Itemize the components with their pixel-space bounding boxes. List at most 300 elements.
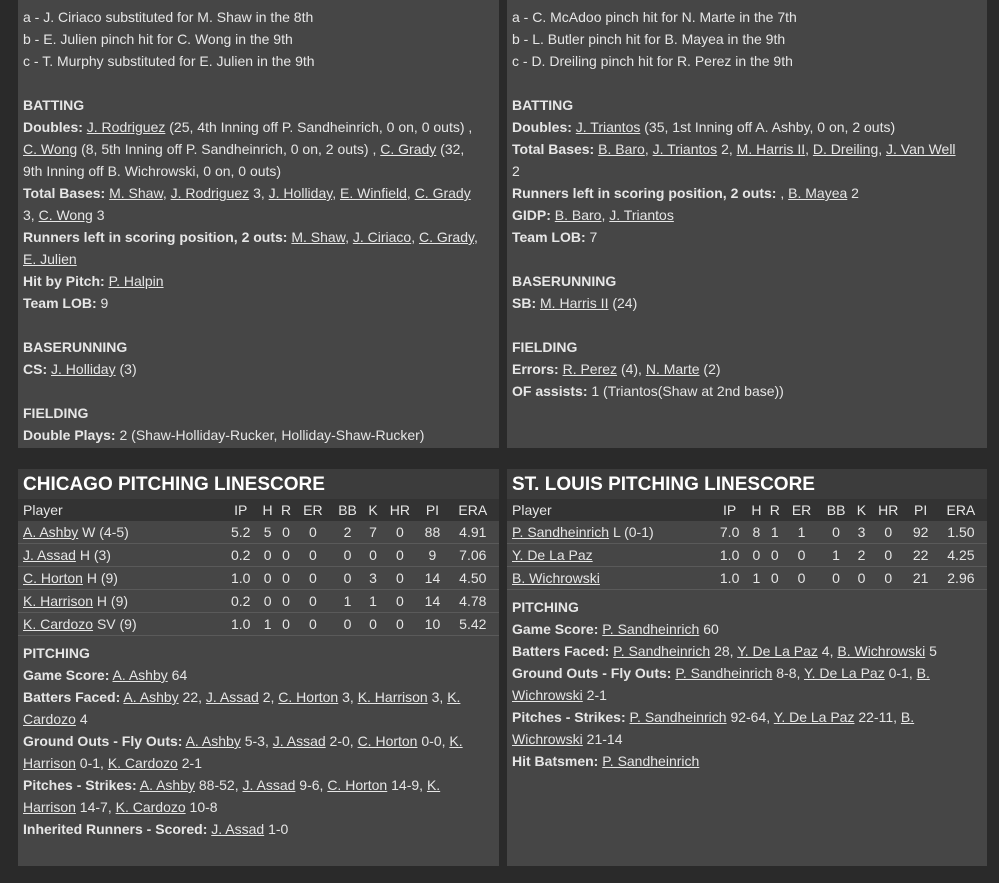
game-score-label: Game Score: — [512, 621, 599, 637]
player-link[interactable]: K. Cardozo — [115, 799, 186, 815]
stat-ip: 1.0 — [223, 613, 258, 636]
hit-batsmen-line — [512, 750, 982, 772]
sub-note: a - C. McAdoo pinch hit for N. Marte in the 7th — [512, 9, 797, 25]
section-title: CHICAGO PITCHING LINESCORE — [18, 469, 499, 499]
player-link[interactable]: J. Rodriguez — [86, 119, 166, 135]
col-header: Player — [507, 499, 712, 521]
go-fo-line — [23, 730, 494, 774]
dp-value: 2 (Shaw-Holliday-Rucker, Holliday-Shaw-Rucker) — [119, 427, 425, 443]
stat-hr: 0 — [382, 544, 419, 567]
stat-era: 4.78 — [447, 590, 499, 613]
gidp-label: GIDP: — [512, 207, 551, 223]
fielding-header: FIELDING — [512, 339, 578, 355]
count: (3) — [119, 361, 137, 377]
player-link[interactable]: A. Ashby — [139, 777, 195, 793]
value: 2-1 — [586, 687, 607, 703]
stat-era: 7.06 — [447, 544, 499, 567]
chicago-pitching-panel — [18, 469, 499, 866]
col-header: BB — [819, 499, 853, 521]
value: 4, — [821, 643, 834, 659]
player-link[interactable]: A. Ashby — [185, 733, 241, 749]
hbp-label: Hit by Pitch: — [23, 273, 105, 289]
value: 92-64, — [730, 709, 771, 725]
stat-r: 0 — [277, 567, 295, 590]
game-score-label: Game Score: — [23, 667, 110, 683]
risp-line — [23, 248, 494, 270]
col-header: ER — [295, 499, 330, 521]
table-row — [507, 521, 987, 544]
value: 2-1 — [181, 755, 202, 771]
doubles-detail: (35, 1st Inning off A. Ashby, 0 on, 2 outs) — [644, 119, 896, 135]
player-link[interactable]: A. Ashby — [23, 524, 79, 540]
decision: H (3) — [79, 547, 111, 563]
value: 0-0, — [421, 733, 446, 749]
value: 9-6, — [299, 777, 324, 793]
count: 2, — [721, 141, 733, 157]
stat-pi: 22 — [907, 544, 935, 567]
table-row — [507, 544, 987, 567]
batters-faced-line — [23, 686, 494, 730]
of-assists-value: 1 (Triantos(Shaw at 2nd base)) — [591, 383, 784, 399]
value: 5 — [929, 643, 937, 659]
batters-faced-label: Batters Faced: — [512, 643, 610, 659]
batting-header: BATTING — [23, 97, 85, 113]
stl-notes-panel — [507, 0, 987, 448]
player-cell — [18, 544, 223, 567]
player-link[interactable]: J. Holliday — [268, 185, 333, 201]
col-header: IP — [223, 499, 258, 521]
player-cell — [18, 613, 223, 636]
col-header: HR — [382, 499, 419, 521]
risp-line — [512, 182, 982, 204]
lob-value: 9 — [100, 295, 109, 311]
of-assists-line — [512, 380, 982, 402]
player-link[interactable]: J. Assad — [242, 777, 296, 793]
stat-h: 1 — [747, 567, 765, 590]
player-link[interactable]: C. Wong — [38, 207, 93, 223]
batters-faced-line — [512, 640, 982, 662]
player-link[interactable]: P. Sandheinrich — [675, 665, 773, 681]
player-cell — [18, 567, 223, 590]
value: 0-1, — [79, 755, 104, 771]
stat-ip: 0.2 — [223, 544, 258, 567]
errors-line — [512, 358, 982, 380]
stat-r: 0 — [277, 521, 295, 544]
player-link[interactable]: J. Ciriaco — [352, 229, 412, 245]
pitches-strikes-line — [512, 706, 982, 750]
value: 88-52, — [198, 777, 239, 793]
player-link[interactable]: J. Assad — [205, 689, 259, 705]
stat-ip: 1.0 — [223, 567, 258, 590]
player-link[interactable]: C. Horton — [357, 733, 418, 749]
stat-h: 0 — [258, 590, 276, 613]
pitching-notes — [18, 636, 499, 840]
dp-line — [23, 424, 494, 446]
stat-era: 4.91 — [447, 521, 499, 544]
sub-note: b - E. Julien pinch hit for C. Wong in the 9th — [23, 31, 293, 47]
player-link[interactable]: J. Assad — [211, 821, 265, 837]
value: 21-14 — [586, 731, 623, 747]
player-link[interactable]: J. Holliday — [51, 361, 116, 377]
doubles-line: 9th Inning off B. Wichrowski, 0 on, 0 outs) — [23, 163, 282, 179]
hit-batsmen-label: Hit Batsmen: — [512, 753, 599, 769]
doubles-detail: (8, 5th Inning off P. Sandheinrich, 0 on, 2 outs) , — [81, 141, 377, 157]
stat-er: 0 — [295, 590, 330, 613]
count: (24) — [612, 295, 638, 311]
player-link[interactable]: B. Baro — [554, 207, 602, 223]
value: 5-3, — [244, 733, 269, 749]
col-header: ERA — [447, 499, 499, 521]
pitches-strikes-label: Pitches - Strikes: — [512, 709, 626, 725]
dp-label: Double Plays: — [23, 427, 116, 443]
table-row — [18, 613, 499, 636]
player-cell — [507, 544, 712, 567]
pitching-table — [507, 499, 987, 590]
player-link[interactable]: C. Grady — [418, 229, 474, 245]
player-link[interactable]: K. Harrison — [23, 733, 463, 771]
sb-label: SB: — [512, 295, 537, 311]
player-link[interactable]: M. Shaw — [291, 229, 346, 245]
stat-era: 4.25 — [935, 544, 987, 567]
stat-h: 0 — [258, 567, 276, 590]
total-bases-line: Total Bases: M. Shaw, J. Rodriguez 3, J. Holliday, E. Winfield, C. Grady — [23, 185, 471, 201]
value: 10-8 — [189, 799, 218, 815]
doubles-label: Doubles: — [512, 119, 572, 135]
player-link[interactable]: P. Sandheinrich — [602, 621, 700, 637]
player-link[interactable]: B. Wichrowski — [512, 665, 930, 703]
baserunning-header: BASERUNNING — [512, 273, 617, 289]
lob-value: 7 — [589, 229, 598, 245]
table-header-row — [18, 499, 499, 521]
total-bases-label: Total Bases: — [23, 185, 106, 201]
player-link[interactable]: P. Halpin — [108, 273, 164, 289]
player-link[interactable]: M. Harris II — [736, 141, 806, 157]
player-cell — [18, 590, 223, 613]
risp-label: Runners left in scoring position, 2 outs: — [512, 185, 777, 201]
stat-pi: 92 — [907, 521, 935, 544]
stat-h: 0 — [258, 544, 276, 567]
batters-faced-label: Batters Faced: — [23, 689, 121, 705]
stat-r: 0 — [277, 544, 295, 567]
col-header: BB — [331, 499, 365, 521]
value: 14-7, — [79, 799, 112, 815]
stat-r: 1 — [766, 521, 784, 544]
stat-ip: 7.0 — [712, 521, 747, 544]
doubles-detail: (25, 4th Inning off P. Sandheinrich, 0 on, 0 outs) , — [169, 119, 473, 135]
cs-label: CS: — [23, 361, 48, 377]
stat-er: 0 — [784, 544, 819, 567]
stat-pi: 88 — [418, 521, 446, 544]
player-link[interactable]: C. Grady — [380, 141, 437, 157]
player-link[interactable]: C. Horton — [327, 777, 388, 793]
count: (2) — [703, 361, 721, 377]
col-header: ERA — [935, 499, 987, 521]
stat-k: 0 — [853, 567, 870, 590]
stat-er: 0 — [784, 567, 819, 590]
player-link[interactable]: J. Rodriguez — [170, 185, 250, 201]
stat-pi: 9 — [418, 544, 446, 567]
doubles-line — [23, 116, 494, 138]
player-link[interactable]: K. Cardozo — [23, 616, 94, 632]
stat-pi: 14 — [418, 567, 446, 590]
stat-hr: 0 — [382, 613, 419, 636]
stat-era: 2.96 — [935, 567, 987, 590]
player-link[interactable]: J. Van Well — [886, 141, 956, 157]
player-link[interactable]: K. Harrison — [23, 777, 441, 815]
pitches-strikes-label: Pitches - Strikes: — [23, 777, 137, 793]
sub-note: a - J. Ciriaco substituted for M. Shaw in the 8th — [23, 9, 314, 25]
table-row — [18, 590, 499, 613]
lob-line — [23, 292, 494, 314]
player-link[interactable]: C. Horton — [278, 689, 339, 705]
stat-hr: 0 — [382, 590, 419, 613]
player-link[interactable]: R. Perez — [562, 361, 618, 377]
player-link[interactable]: J. Triantos — [575, 119, 641, 135]
stat-era: 1.50 — [935, 521, 987, 544]
table-header-row — [507, 499, 987, 521]
stat-hr: 0 — [870, 521, 907, 544]
stat-h: 0 — [747, 544, 765, 567]
stat-k: 7 — [365, 521, 382, 544]
stat-h: 5 — [258, 521, 276, 544]
col-header: H — [747, 499, 765, 521]
player-link[interactable]: P. Sandheinrich — [602, 753, 700, 769]
player-link[interactable]: Y. De La Paz — [512, 547, 593, 563]
value: 60 — [703, 621, 719, 637]
stat-era: 5.42 — [447, 613, 499, 636]
go-fo-label: Ground Outs - Fly Outs: — [512, 665, 672, 681]
player-link[interactable]: J. Triantos — [652, 141, 718, 157]
col-header: PI — [907, 499, 935, 521]
player-link[interactable]: A. Ashby — [112, 667, 168, 683]
pitches-strikes-line — [23, 774, 494, 818]
player-link[interactable]: Y. De La Paz — [737, 643, 818, 659]
stat-er: 0 — [295, 521, 330, 544]
player-cell — [18, 521, 223, 544]
fielding-header: FIELDING — [23, 405, 89, 421]
stat-bb: 0 — [819, 521, 853, 544]
game-score-line — [512, 618, 982, 640]
col-header: HR — [870, 499, 907, 521]
player-link[interactable]: K. Cardozo — [107, 755, 178, 771]
lob-label: Team LOB: — [23, 295, 97, 311]
total-bases-label: Total Bases: — [512, 141, 595, 157]
total-bases-line — [23, 204, 494, 226]
player-link[interactable]: C. Horton — [23, 570, 83, 586]
player-link[interactable]: J. Assad — [23, 547, 76, 563]
stat-era: 4.50 — [447, 567, 499, 590]
col-header: Player — [18, 499, 223, 521]
decision: W (4-5) — [82, 524, 129, 540]
stat-k: 2 — [853, 544, 870, 567]
col-header: H — [258, 499, 276, 521]
stat-bb: 1 — [819, 544, 853, 567]
player-link[interactable]: D. Dreiling — [812, 141, 879, 157]
value: 22, — [182, 689, 203, 705]
value: 64 — [171, 667, 188, 683]
stat-ip: 1.0 — [712, 567, 747, 590]
cs-line — [23, 358, 494, 380]
game-score-line — [23, 664, 494, 686]
stat-k: 3 — [853, 521, 870, 544]
pitching-table — [18, 499, 499, 636]
stat-k: 0 — [365, 613, 382, 636]
sub-note: b - L. Butler pinch hit for B. Mayea in the 9th — [512, 31, 786, 47]
count: 2 — [851, 185, 859, 201]
doubles-line — [512, 116, 982, 138]
lob-label: Team LOB: — [512, 229, 586, 245]
player-cell — [507, 567, 712, 590]
sb-line — [512, 292, 982, 314]
player-cell — [507, 521, 712, 544]
stl-pitching-panel — [507, 469, 987, 866]
stat-ip: 1.0 — [712, 544, 747, 567]
section-title: ST. LOUIS PITCHING LINESCORE — [507, 469, 987, 499]
value: 4 — [79, 711, 88, 727]
value: 2-0, — [329, 733, 354, 749]
player-link[interactable]: J. Triantos — [609, 207, 674, 223]
decision: SV (9) — [96, 616, 137, 632]
table-row — [507, 567, 987, 590]
player-link[interactable]: C. Grady — [414, 185, 471, 201]
go-fo-line — [512, 662, 982, 706]
stat-bb: 1 — [331, 590, 365, 613]
decision: L (0-1) — [612, 524, 654, 540]
count: (4), — [620, 361, 642, 377]
stat-pi: 10 — [418, 613, 446, 636]
doubles-line — [23, 138, 494, 160]
batting-header: BATTING — [512, 97, 574, 113]
stat-er: 0 — [295, 567, 330, 590]
count: 2 — [512, 163, 520, 179]
total-bases-line — [512, 160, 982, 182]
decision: H (9) — [96, 593, 129, 609]
player-link[interactable]: B. Baro — [598, 141, 645, 157]
risp-line: Runners left in scoring position, 2 outs: M. Shaw, J. Ciriaco, C. Grady, — [23, 229, 478, 245]
col-header: K — [853, 499, 870, 521]
value: 8-8, — [776, 665, 801, 681]
total-bases-line: Total Bases: B. Baro, J. Triantos 2, M. Harris II, D. Dreiling, J. Van Well — [512, 141, 956, 157]
player-link[interactable]: M. Harris II — [540, 295, 609, 311]
col-header: PI — [418, 499, 446, 521]
stat-k: 3 — [365, 567, 382, 590]
value: 14-9, — [391, 777, 424, 793]
stat-hr: 0 — [870, 567, 907, 590]
doubles-label: Doubles: — [23, 119, 83, 135]
stat-er: 0 — [295, 613, 330, 636]
stat-r: 0 — [766, 567, 784, 590]
stat-er: 0 — [295, 544, 330, 567]
col-header: R — [766, 499, 784, 521]
player-link[interactable]: K. Cardozo — [23, 689, 461, 727]
inherited-runners-label: Inherited Runners - Scored: — [23, 821, 208, 837]
table-row — [18, 567, 499, 590]
stat-er: 1 — [784, 521, 819, 544]
table-row — [18, 521, 499, 544]
stat-k: 0 — [365, 544, 382, 567]
stat-bb: 0 — [819, 567, 853, 590]
decision: H (9) — [86, 570, 118, 586]
stat-bb: 2 — [331, 521, 365, 544]
player-link[interactable]: B. Wichrowski — [837, 643, 926, 659]
risp-label: Runners left in scoring position, 2 outs: — [23, 229, 288, 245]
value: 3, — [431, 689, 444, 705]
player-link[interactable]: M. Shaw — [109, 185, 163, 201]
inherited-runners-line — [23, 818, 494, 840]
value: 3, — [342, 689, 354, 705]
pitching-header: PITCHING — [512, 599, 579, 615]
player-link[interactable]: B. Wichrowski — [512, 709, 915, 747]
col-header: IP — [712, 499, 747, 521]
stat-bb: 0 — [331, 544, 365, 567]
player-link[interactable]: K. Harrison — [357, 689, 428, 705]
count: 3, — [23, 207, 35, 223]
stat-hr: 0 — [382, 521, 419, 544]
player-link[interactable]: N. Marte — [645, 361, 700, 377]
player-link[interactable]: P. Sandheinrich — [613, 643, 711, 659]
player-link[interactable]: B. Mayea — [788, 185, 848, 201]
stat-pi: 14 — [418, 590, 446, 613]
player-link[interactable]: C. Wong — [23, 141, 78, 157]
stat-bb: 0 — [331, 613, 365, 636]
player-link[interactable]: J. Assad — [272, 733, 326, 749]
stat-ip: 0.2 — [223, 590, 258, 613]
hbp-line — [23, 270, 494, 292]
stat-k: 1 — [365, 590, 382, 613]
stat-pi: 21 — [907, 567, 935, 590]
stat-h: 1 — [258, 613, 276, 636]
sub-note: c - T. Murphy substituted for E. Julien in the 9th — [23, 53, 315, 69]
of-assists-label: OF assists: — [512, 383, 588, 399]
value: 1-0 — [268, 821, 289, 837]
chicago-notes-panel — [18, 0, 499, 448]
player-link[interactable]: A. Ashby — [123, 689, 179, 705]
player-link[interactable]: E. Julien — [23, 251, 77, 267]
player-link[interactable]: K. Harrison — [23, 593, 94, 609]
stat-hr: 0 — [870, 544, 907, 567]
value: 22-11, — [858, 709, 898, 725]
player-link[interactable]: P. Sandheinrich — [512, 524, 610, 540]
stat-r: 0 — [277, 613, 295, 636]
stat-bb: 0 — [331, 567, 365, 590]
value: 28, — [714, 643, 734, 659]
player-link[interactable]: Y. De La Paz — [773, 709, 855, 725]
stat-ip: 5.2 — [223, 521, 258, 544]
table-row — [18, 544, 499, 567]
player-link[interactable]: B. Wichrowski — [512, 570, 600, 586]
doubles-detail: (32, — [440, 141, 465, 157]
col-header: K — [365, 499, 382, 521]
stat-hr: 0 — [382, 567, 419, 590]
col-header: R — [277, 499, 295, 521]
count: 3, — [253, 185, 265, 201]
player-link[interactable]: E. Winfield — [339, 185, 407, 201]
player-link[interactable]: Y. De La Paz — [804, 665, 885, 681]
errors-label: Errors: — [512, 361, 559, 377]
sub-note: c - D. Dreiling pinch hit for R. Perez in the 9th — [512, 53, 793, 69]
baserunning-header: BASERUNNING — [23, 339, 128, 355]
go-fo-label: Ground Outs - Fly Outs: — [23, 733, 183, 749]
lob-line — [512, 226, 982, 248]
player-link[interactable]: P. Sandheinrich — [629, 709, 727, 725]
pitching-notes — [507, 590, 987, 772]
value: 0-1, — [888, 665, 913, 681]
stat-r: 0 — [766, 544, 784, 567]
stat-r: 0 — [277, 590, 295, 613]
value: 2, — [262, 689, 275, 705]
stat-h: 8 — [747, 521, 765, 544]
gidp-line: GIDP: B. Baro, J. Triantos — [512, 207, 674, 223]
